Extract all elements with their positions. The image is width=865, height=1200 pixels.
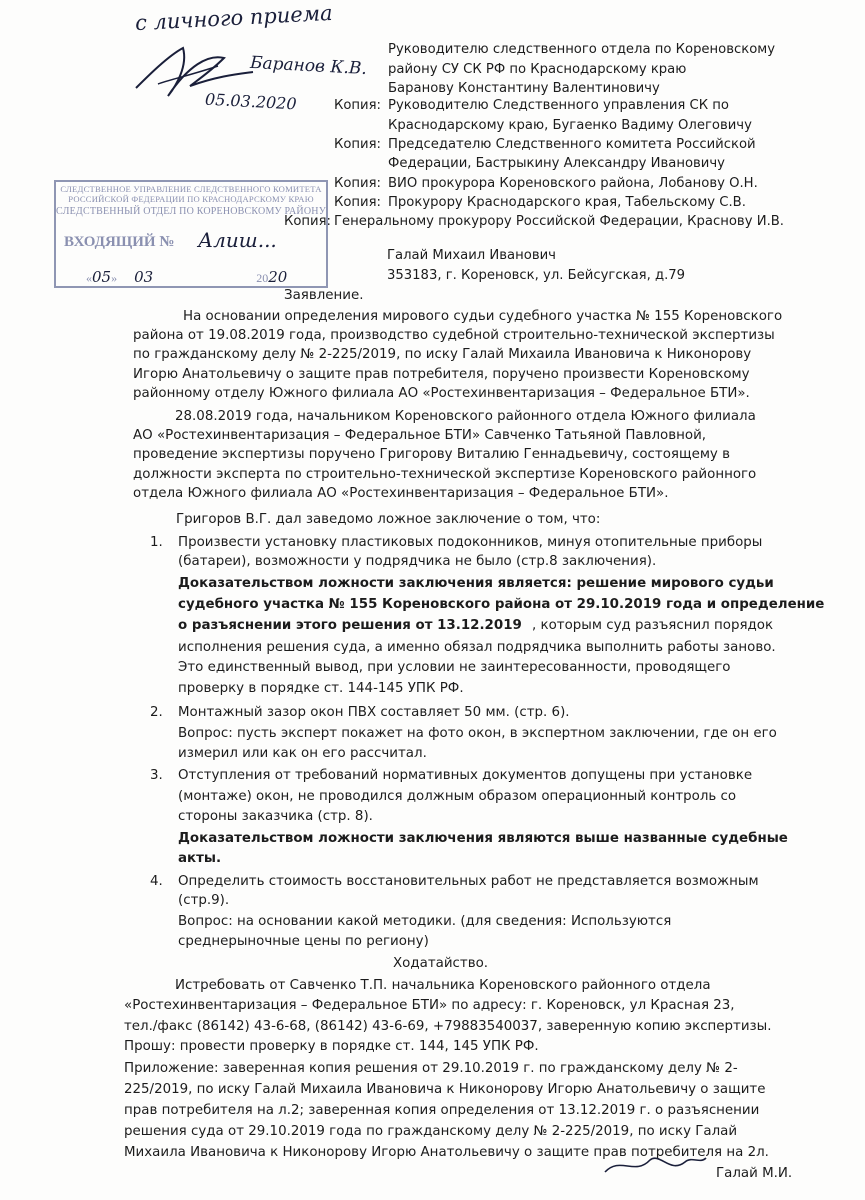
addressee-line: Руководителю следственного отдела по Кореновскому <box>388 42 776 57</box>
item-line: , которым суд разъяснил порядок <box>532 618 774 633</box>
item-number: 3. <box>150 768 163 783</box>
item-line: (стр.9). <box>178 893 230 908</box>
stamp-month: 03 <box>134 268 154 286</box>
p1-line: районному отделу Южного филиала АО «Ростехинвентаризация – Федеральное БТИ». <box>133 386 750 401</box>
item-line: стороны заказчика (стр. 8). <box>178 809 373 824</box>
stamp-day: 05 <box>92 268 112 286</box>
item-line: Определить стоимость восстановительных работ не представляется возможным <box>178 874 759 889</box>
p2-line: должности эксперта по строительно-технической экспертизе Кореновского районного <box>133 467 757 482</box>
sender-address: 353183, г. Кореновск, ул. Бейсугская, д.79 <box>387 268 686 283</box>
copy-line: Прокурору Краснодарского края, Табельскому С.В. <box>388 195 746 210</box>
item-line: среднерыночные цены по региону) <box>178 934 429 949</box>
item-number: 1. <box>150 535 163 550</box>
item-line: Произвести установку пластиковых подоконников, минуя отопительные приборы <box>178 535 763 550</box>
item-line: измерил или как он его рассчитал. <box>178 746 427 761</box>
p2-line: отдела Южного филиала АО «Ростехинвентаризация – Федеральное БТИ». <box>133 486 669 501</box>
item-bold-line: о разъяснении этого решения от 13.12.2019 <box>178 618 522 633</box>
item-bold-line: Доказательством ложности заключения является: решение мирового судьи <box>178 576 774 591</box>
petition-line: Истребовать от Савченко Т.П. начальника Кореновского районного отдела <box>175 978 711 993</box>
document-title: Заявление. <box>284 288 364 303</box>
copy-line: Федерации, Бастрыкину Александру Ивановичу <box>388 156 725 171</box>
handwritten-name: Баранов К.В. <box>249 52 368 80</box>
item-line: Вопрос: на основании какой методики. (для сведения: Используются <box>178 914 672 929</box>
addressee-line: району СУ СК РФ по Краснодарскому краю <box>388 61 687 77</box>
stamp-date: «05» 03 2020 <box>86 268 288 286</box>
stamp-number: Алиш... <box>198 228 277 252</box>
item-line: (батареи), возможности у подрядчика не было (стр.8 заключения). <box>178 554 657 569</box>
item-number: 4. <box>150 874 163 889</box>
copy-label: Копия: <box>334 195 381 210</box>
handwritten-date: 05.03.2020 <box>204 89 298 114</box>
addressee-block <box>388 40 858 99</box>
incoming-stamp <box>54 180 328 288</box>
item-bold-line: акты. <box>178 851 222 866</box>
stamp-line: СЛЕДСТВЕННЫЙ ОТДЕЛ ПО КОРЕНОВСКОМУ РАЙОНУ <box>56 206 326 217</box>
copy-line: ВИО прокурора Кореновского района, Лобанову О.Н. <box>388 176 758 191</box>
p2-line: 28.08.2019 года, начальником Кореновского районного отдела Южного филиала <box>175 409 756 424</box>
stamp-line: РОССИЙСКОЙ ФЕДЕРАЦИИ ПО КРАСНОДАРСКОМУ КРАЮ <box>68 193 314 204</box>
attachment-line: 225/2019, по иску Галай Михаила Ивановича к Никонорову Игорю Анатольевичу о защите <box>124 1082 766 1097</box>
attachment-line: Приложение: заверенная копия решения от 29.10.2019 г. по гражданскому делу № 2- <box>124 1061 738 1076</box>
attachment-line: прав потребителя на л.2; заверенная копия определения от 13.12.2019 г. о разъяснении <box>124 1103 760 1118</box>
copy-line: Руководителю Следственного управления СК по <box>388 98 729 113</box>
copy-label: Копия: <box>334 98 381 113</box>
item-line: исполнения решения суда, а именно обязал подрядчика выполнить работы заново. <box>178 640 776 655</box>
item-bold-line: Доказательством ложности заключения являются выше названные судебные <box>178 831 788 846</box>
petition-line: Прошу: провести проверку в порядке ст. 144, 145 УПК РФ. <box>124 1039 539 1054</box>
addressee-line: Баранову Константину Валентиновичу <box>388 81 660 97</box>
item-line: проверку в порядке ст. 144-145 УПК РФ. <box>178 681 464 696</box>
copy-line: Генеральному прокурору Российской Федерации, Краснову И.В. <box>334 214 784 229</box>
item-line: Монтажный зазор окон ПВХ составляет 50 мм. (стр. 6). <box>178 705 570 720</box>
stamp-line: СЛЕДСТВЕННОЕ УПРАВЛЕНИЕ СЛЕДСТВЕННОГО КОМИТЕТА <box>60 184 322 194</box>
p1-line: Игорю Анатольевичу о защите прав потребителя, поручено произвести Кореновскому <box>133 367 750 382</box>
petition-title: Ходатайство. <box>393 956 489 971</box>
p3-line: Григоров В.Г. дал заведомо ложное заключение о том, что: <box>176 512 601 527</box>
copy-line: Краснодарскому краю, Бугаенко Вадиму Олеговичу <box>388 118 752 133</box>
applicant-signature: Галай М.И. <box>716 1166 793 1181</box>
item-number: 2. <box>150 705 163 720</box>
item-line: Вопрос: пусть эксперт покажет на фото окон, в экспертном заключении, где он его <box>178 726 777 741</box>
petition-line: «Ростехинвентаризация – Федеральное БТИ» по адресу: г. Кореновск, ул Красная 23, <box>124 998 735 1013</box>
handwritten-note: с личного приема <box>134 0 334 36</box>
copy-line: Председателю Следственного комитета Российской <box>388 137 756 152</box>
sender-name: Галай Михаил Иванович <box>387 248 556 263</box>
p2-line: проведение экспертизы поручено Григорову Виталию Геннадьевичу, состоящему в <box>133 447 730 462</box>
petition-line: тел./факс (86142) 43-6-68, (86142) 43-6-69, +79883540037, заверенную копию экспертизы. <box>124 1019 772 1034</box>
p2-line: АО «Ростехинвентаризация – Федеральное БТИ» Савченко Татьяной Павловной, <box>133 428 707 443</box>
item-line: (монтаже) окон, не проводился должным образом операционный контроль со <box>178 789 737 804</box>
p1-line: по гражданскому делу № 2-225/2019, по иску Галай Михаила Ивановича к Никонорову <box>133 347 752 362</box>
stamp-incoming-label: ВХОДЯЩИЙ № <box>64 234 175 250</box>
copy-label: Копия: <box>334 176 381 191</box>
copy-label: Копия: <box>284 214 331 229</box>
attachment-line: решения суда от 29.10.2019 года по гражданскому делу № 2-225/2019, по иску Галай <box>124 1124 738 1139</box>
item-line: Это единственный вывод, при условии не заинтересованности, проводящего <box>178 660 731 675</box>
copy-label: Копия: <box>334 137 381 152</box>
item-bold-line: судебного участка № 155 Кореновского района от 29.10.2019 года и определение <box>178 597 825 612</box>
attachment-line: Михаила Ивановича к Никонорову Игорю Анатольевичу о защите прав потребителя на 2л. <box>124 1145 769 1160</box>
item-line: Отступления от требований нормативных документов допущены при установке <box>178 768 753 783</box>
p1-line: На основании определения мирового судьи судебного участка № 155 Кореновского <box>183 309 783 324</box>
stamp-year: 20 <box>268 268 288 286</box>
p1-line: района от 19.08.2019 года, производство судебной строительно-технической экспертизы <box>133 328 775 343</box>
applicant-signature-scribble <box>600 1150 710 1180</box>
